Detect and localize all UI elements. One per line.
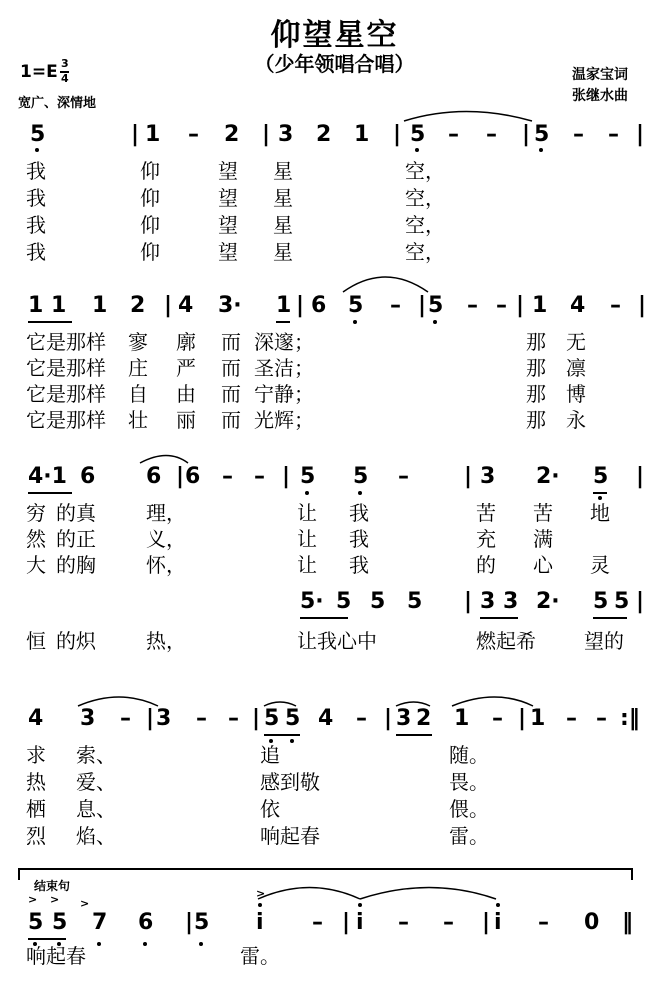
lyric: 苦 — [476, 501, 496, 525]
lyric: 让我心中 — [297, 629, 377, 653]
note: 5 — [285, 706, 301, 731]
lyric: 它是那样 — [26, 330, 106, 354]
lyric: 息、 — [76, 797, 116, 821]
lyric: 空， — [405, 240, 445, 264]
note: 1 — [530, 706, 546, 731]
note: 1 — [276, 293, 292, 318]
tie — [452, 697, 533, 706]
lyric: 无 — [566, 330, 586, 354]
lyric: 雷。 — [449, 824, 489, 848]
note-high: i — [256, 910, 264, 935]
repeat-end-sign: :‖ — [620, 706, 640, 731]
note: 3 — [156, 706, 172, 731]
note: 1 — [92, 293, 108, 318]
lyric: 烈 — [26, 824, 46, 848]
note-group: 4·1 — [28, 464, 67, 489]
note-dotted: 5· — [300, 589, 324, 614]
note: 2 — [316, 122, 332, 147]
lyric: 仰 — [140, 240, 160, 264]
key-signature: 1=E — [20, 62, 58, 82]
note-high: i — [494, 910, 502, 935]
lyric: 空， — [405, 213, 445, 237]
note: 6 — [311, 293, 327, 318]
lyric: 我 — [26, 186, 46, 210]
lyric: 充 — [476, 527, 496, 551]
barline: | — [636, 589, 645, 614]
lyric: 求 — [26, 743, 46, 767]
lyric: 星 — [273, 186, 293, 210]
note: 1 — [532, 293, 548, 318]
dash: – — [608, 122, 619, 147]
lyric: 而 — [221, 408, 241, 432]
note: 6 — [185, 464, 201, 489]
lyric: 感到敬 — [260, 770, 320, 794]
lyric: 严 — [176, 356, 196, 380]
barline: | — [384, 706, 393, 731]
lyric: 圣洁； — [254, 356, 314, 380]
lyric: 廓 — [176, 330, 196, 354]
lyric: 丽 — [176, 408, 196, 432]
note: 5 — [410, 122, 426, 147]
note: 5 — [52, 910, 68, 935]
lyric: 空， — [405, 159, 445, 183]
note: 3 — [480, 589, 496, 614]
lyric: 的炽 — [56, 629, 96, 653]
note: 5 — [593, 589, 609, 614]
lyric: 随。 — [449, 743, 489, 767]
rest: 0 — [584, 910, 600, 935]
accent-mark: > — [28, 893, 38, 906]
lyric: 义， — [146, 527, 186, 551]
note: 3 — [396, 706, 412, 731]
lyric: 我 — [26, 213, 46, 237]
lyric: 让 — [297, 527, 317, 551]
note: 1 — [145, 122, 161, 147]
lyric: 依 — [260, 797, 280, 821]
lyric: 的真 — [56, 501, 96, 525]
note: 3 — [480, 464, 496, 489]
lyric: 我 — [349, 501, 369, 525]
lyric: 燃起希 — [476, 629, 536, 653]
note: 5 — [300, 464, 316, 489]
lyric: 然 — [26, 527, 46, 551]
lyric: 那 — [526, 330, 546, 354]
lyric: 追 — [260, 743, 280, 767]
note: 7 — [92, 910, 108, 935]
composer: 张继水曲 — [572, 88, 628, 104]
lyric: 永 — [566, 408, 586, 432]
dash: – — [120, 706, 131, 731]
lyric: 望 — [218, 159, 238, 183]
tie — [404, 112, 532, 122]
lyric: 凛 — [566, 356, 586, 380]
note: 4 — [28, 706, 44, 731]
tempo-mark: 宽广、深情地 — [18, 96, 97, 111]
high-octave-dot — [258, 903, 262, 907]
dash: – — [610, 293, 621, 318]
barline: | — [262, 122, 271, 147]
dash: – — [188, 122, 199, 147]
dash: – — [196, 706, 207, 731]
note: 2 — [224, 122, 240, 147]
note: 5 — [348, 293, 364, 318]
note: 4 — [570, 293, 586, 318]
lyric: 仰 — [140, 159, 160, 183]
lyric: 畏。 — [449, 770, 489, 794]
final-barline: ‖ — [622, 910, 633, 935]
lyric: 偎。 — [449, 797, 489, 821]
lyric: 望 — [218, 240, 238, 264]
song-subtitle: （少年领唱合唱） — [254, 52, 415, 76]
barline: | — [176, 464, 185, 489]
lyric: 那 — [526, 382, 546, 406]
barline: | — [418, 293, 427, 318]
lyric: 我 — [26, 240, 46, 264]
lyric: 热 — [26, 770, 46, 794]
lyric: 星 — [273, 159, 293, 183]
lyric: 博 — [566, 382, 586, 406]
note: 5 — [370, 589, 386, 614]
lyric: 恒 — [26, 629, 46, 653]
lyric: 而 — [221, 382, 241, 406]
barline: | — [296, 293, 305, 318]
dash: – — [538, 910, 549, 935]
ending-label: 结束句 — [34, 879, 71, 893]
note-pair: 1 1 — [28, 293, 67, 318]
note: 5 — [30, 122, 46, 147]
lyric: 宁静； — [254, 382, 314, 406]
song-title: 仰望星空 — [270, 18, 399, 53]
lyric: 光辉； — [254, 408, 314, 432]
lyric: 它是那样 — [26, 408, 106, 432]
tie — [258, 888, 360, 900]
dash: – — [254, 464, 265, 489]
dash: – — [467, 293, 478, 318]
note-dotted: 2· — [536, 464, 560, 489]
lyric: 让 — [297, 501, 317, 525]
note: 5 — [336, 589, 352, 614]
note: 5 — [407, 589, 423, 614]
dash: – — [573, 122, 584, 147]
dash: – — [222, 464, 233, 489]
accent-mark: > — [256, 887, 266, 900]
lyric: 栖 — [26, 797, 46, 821]
dash: – — [486, 122, 497, 147]
lyric: 热， — [146, 629, 186, 653]
note: 2 — [130, 293, 146, 318]
note: 5 — [428, 293, 444, 318]
note: 4 — [318, 706, 334, 731]
lyric: 望 — [218, 213, 238, 237]
high-octave-dot — [496, 903, 500, 907]
note: 4 — [178, 293, 194, 318]
barline: | — [636, 122, 645, 147]
lyric: 满 — [533, 527, 553, 551]
note: 5 — [194, 910, 210, 935]
lyric: 的胸 — [56, 553, 96, 577]
lyric: 望的 — [584, 629, 624, 653]
lyric: 苦 — [533, 501, 553, 525]
lyric: 的正 — [56, 527, 96, 551]
note: 1 — [454, 706, 470, 731]
accent-mark: > — [50, 893, 60, 906]
barline: | — [393, 122, 402, 147]
note: 5 — [28, 910, 44, 935]
lyric: 我 — [349, 527, 369, 551]
note: 5 — [614, 589, 630, 614]
note: 3 — [278, 122, 294, 147]
lyric: 而 — [221, 356, 241, 380]
lyric: 我 — [26, 159, 46, 183]
note: 5 — [353, 464, 369, 489]
dash: – — [448, 122, 459, 147]
lyric: 它是那样 — [26, 382, 106, 406]
lyric: 地 — [590, 501, 610, 525]
barline: | — [482, 910, 491, 935]
time-signature-bottom: 4 — [61, 72, 69, 85]
tie — [360, 888, 496, 900]
lyric: 怀， — [146, 553, 186, 577]
lyricist: 温家宝词 — [572, 67, 628, 83]
lyric: 雷。 — [240, 944, 280, 968]
dash: – — [390, 293, 401, 318]
note: 6 — [80, 464, 96, 489]
lyric: 的 — [476, 553, 496, 577]
dash: – — [356, 706, 367, 731]
lyric: 穷 — [26, 501, 46, 525]
note: 6 — [138, 910, 154, 935]
lyric: 庄 — [128, 356, 148, 380]
barline: | — [185, 910, 194, 935]
note: 2 — [416, 706, 432, 731]
lyric: 自 — [128, 382, 148, 406]
high-octave-dot — [358, 903, 362, 907]
tie — [343, 277, 428, 292]
dash: – — [596, 706, 607, 731]
lyric: 由 — [176, 382, 196, 406]
note: 3 — [503, 589, 519, 614]
lyric: 深邃； — [254, 330, 314, 354]
barline: | — [522, 122, 531, 147]
note: 5 — [264, 706, 280, 731]
barline: | — [131, 122, 140, 147]
lyric: 焰、 — [76, 824, 116, 848]
dash: – — [398, 910, 409, 935]
lyric: 我 — [349, 553, 369, 577]
note-dotted: 2· — [536, 589, 560, 614]
tie — [140, 456, 188, 464]
lyric: 让 — [297, 553, 317, 577]
note: 1 — [354, 122, 370, 147]
lyric: 那 — [526, 408, 546, 432]
lyric: 灵 — [590, 553, 610, 577]
lyric: 理， — [146, 501, 186, 525]
barline: | — [146, 706, 155, 731]
dash: – — [443, 910, 454, 935]
dash: – — [312, 910, 323, 935]
tie — [78, 697, 158, 706]
dash: – — [228, 706, 239, 731]
lyric: 它是那样 — [26, 356, 106, 380]
dash: – — [496, 293, 507, 318]
slur — [264, 702, 296, 706]
note: 3 — [80, 706, 96, 731]
lyric: 星 — [273, 213, 293, 237]
dash: – — [492, 706, 503, 731]
lyric: 响起春 — [260, 824, 320, 848]
dash: – — [398, 464, 409, 489]
barline: | — [282, 464, 291, 489]
lyric: 望 — [218, 186, 238, 210]
slur — [396, 702, 430, 706]
barline: | — [636, 464, 645, 489]
note-dotted: 3· — [218, 293, 242, 318]
lyric: 响起春 — [26, 944, 86, 968]
dash: – — [566, 706, 577, 731]
lyric: 仰 — [140, 213, 160, 237]
lyric: 空， — [405, 186, 445, 210]
lyric: 寥 — [128, 330, 148, 354]
barline: | — [638, 293, 647, 318]
barline: | — [518, 706, 527, 731]
lyric: 索、 — [76, 743, 116, 767]
lyric: 壮 — [128, 408, 148, 432]
time-signature-top: 3 — [61, 57, 69, 70]
barline: | — [164, 293, 173, 318]
lyric: 那 — [526, 356, 546, 380]
lyric: 仰 — [140, 186, 160, 210]
barline: | — [464, 589, 473, 614]
accent-mark: > — [80, 897, 90, 910]
lyric: 心 — [533, 553, 553, 577]
lyric: 而 — [221, 330, 241, 354]
lyric: 星 — [273, 240, 293, 264]
note-high: i — [356, 910, 364, 935]
barline: | — [516, 293, 525, 318]
lyric: 爱、 — [76, 770, 116, 794]
lyric: 大 — [26, 553, 46, 577]
barline: | — [252, 706, 261, 731]
barline: | — [464, 464, 473, 489]
barline: | — [342, 910, 351, 935]
note: 5 — [593, 464, 609, 489]
note: 5 — [534, 122, 550, 147]
note: 6 — [146, 464, 162, 489]
